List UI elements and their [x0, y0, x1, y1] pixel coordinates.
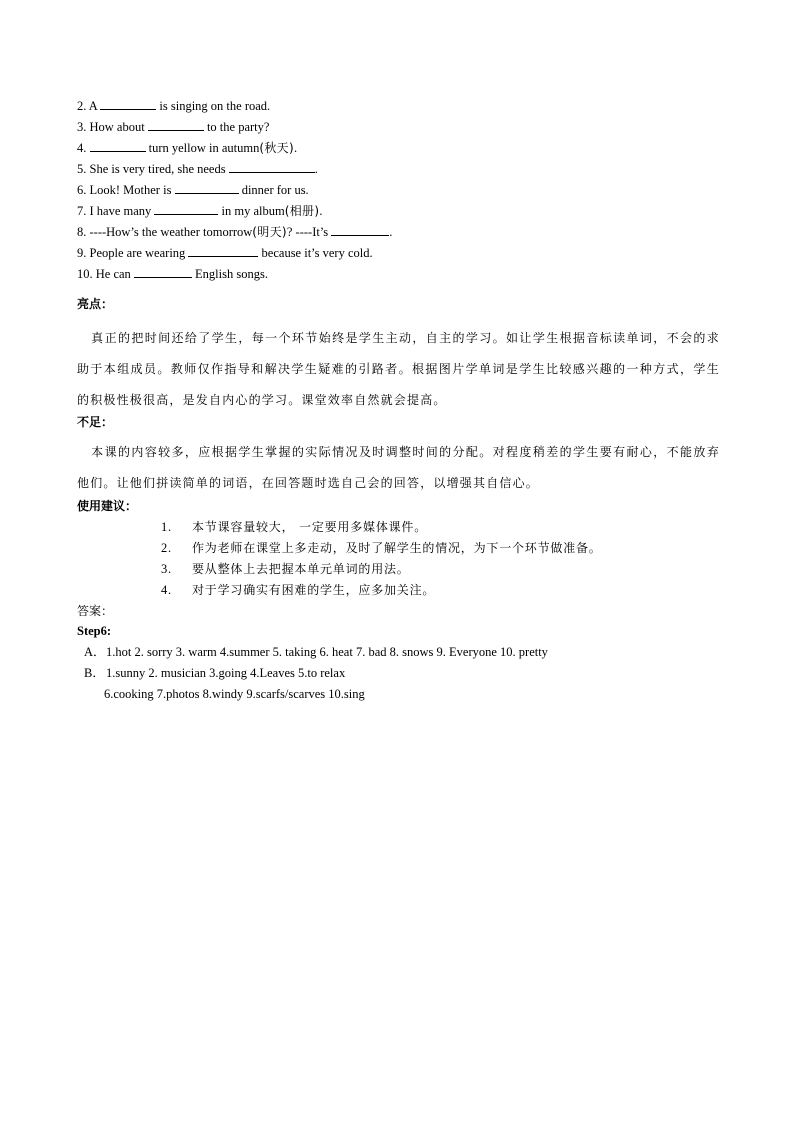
answer-blank [148, 117, 204, 131]
exercise-text: English songs. [191, 267, 268, 281]
suggestion-text: 作为老师在课堂上多走动，及时了解学生的情况，为下一个环节做准备。 [192, 541, 602, 555]
answer-blank [90, 138, 146, 152]
highlights-paragraph [77, 323, 720, 416]
exercise-line-7 [77, 201, 322, 221]
chinese-gloss: (明天) [252, 225, 287, 239]
suggestion-text: 对于学习确实有困难的学生，应多加关注。 [192, 583, 436, 597]
exercise-text: . [319, 204, 323, 218]
exercise-text: turn yellow in autumn [145, 141, 260, 155]
answer-blank [134, 264, 192, 278]
answer-line-b-cont: 6.cooking 7.photos 8.windy 9.scarfs/scarves 10.sing [104, 687, 365, 701]
exercise-text: . [314, 162, 318, 176]
exercise-line-9 [77, 243, 373, 263]
exercise-text: . [389, 225, 393, 239]
exercise-text: is singing on the road. [156, 99, 271, 113]
answer-label: A． [84, 645, 106, 659]
exercise-line-2 [77, 96, 270, 116]
exercise-text: in my album [218, 204, 285, 218]
exercise-text: 9. People are wearing [77, 246, 189, 260]
suggestion-text: 要从整体上去把握本单元单词的用法。 [192, 562, 410, 576]
exercise-text: because it’s very cold. [258, 246, 373, 260]
answers-heading: 答案： [77, 604, 114, 618]
chinese-gloss: (相册) [284, 204, 320, 218]
shortcomings-text: 本课的内容较多，应根据学生掌握的实际情况及时调整时间的分配。对程度稍差的学生要有耐心，不能放弃他们。让他们拼读简单的词语，在回答题时选自己会的回答，以增强其自信心。 [77, 445, 720, 490]
answer-line-b [84, 663, 345, 683]
exercise-line-5 [77, 159, 318, 179]
suggestion-number: 2. [161, 541, 172, 555]
answer-blank [188, 243, 258, 257]
exercise-line-4 [77, 138, 297, 158]
answer-blank [154, 201, 218, 215]
exercise-line-8 [77, 222, 392, 242]
exercise-text: 2. A [77, 99, 101, 113]
suggestion-number: 3. [161, 562, 172, 576]
shortcomings-paragraph [77, 437, 720, 499]
exercise-text: 8. ----How’s the weather tomorrow [77, 225, 253, 239]
exercise-text: dinner for us. [238, 183, 309, 197]
answer-text: 1.hot 2. sorry 3. warm 4.summer 5. taking 6. heat 7. bad 8. snows 9. Everyone 10. pretty [106, 645, 548, 659]
exercise-text: 7. I have many [77, 204, 155, 218]
exercise-line-3 [77, 117, 269, 137]
exercise-text: 4. [77, 141, 90, 155]
exercise-text: 10. He can [77, 267, 134, 281]
answer-blank [229, 159, 315, 173]
answer-text: 1.sunny 2. musician 3.going 4.Leaves 5.to relax [106, 666, 346, 680]
chinese-gloss: (秋天) [259, 141, 294, 155]
answer-label: B． [84, 666, 105, 680]
suggestions-heading: 使用建议： [77, 499, 138, 513]
shortcomings-heading: 不足： [77, 415, 114, 429]
answer-line-a [84, 642, 548, 662]
suggestion-number: 1. [161, 520, 172, 534]
suggestion-number: 4. [161, 583, 172, 597]
highlights-heading: 亮点： [77, 297, 114, 311]
exercise-text: ? ----It’s [286, 225, 332, 239]
highlights-text: 真正的把时间还给了学生，每一个环节始终是学生主动，自主的学习。如让学生根据音标读单词，不会的求助于本组成员。教师仅作指导和解决学生疑难的引路者。根据图片学单词是学生比较感兴趣的一种方式，学生的积极性极很高，是发自内心的学习。课堂效率自然就会提高。 [77, 331, 720, 407]
answer-blank [100, 96, 156, 110]
exercise-text: 3. How about [77, 120, 148, 134]
answer-blank [175, 180, 239, 194]
exercise-text: to the party? [203, 120, 270, 134]
exercise-line-10 [77, 264, 268, 284]
exercise-line-6 [77, 180, 309, 200]
exercise-text: 5. She is very tired, she needs [77, 162, 229, 176]
answer-blank [331, 222, 389, 236]
step-label: Step6: [77, 624, 112, 638]
suggestion-text: 本节课容量较大， 一定要用多媒体课件。 [192, 520, 428, 534]
exercise-text: 6. Look! Mother is [77, 183, 175, 197]
exercise-text: . [293, 141, 298, 155]
